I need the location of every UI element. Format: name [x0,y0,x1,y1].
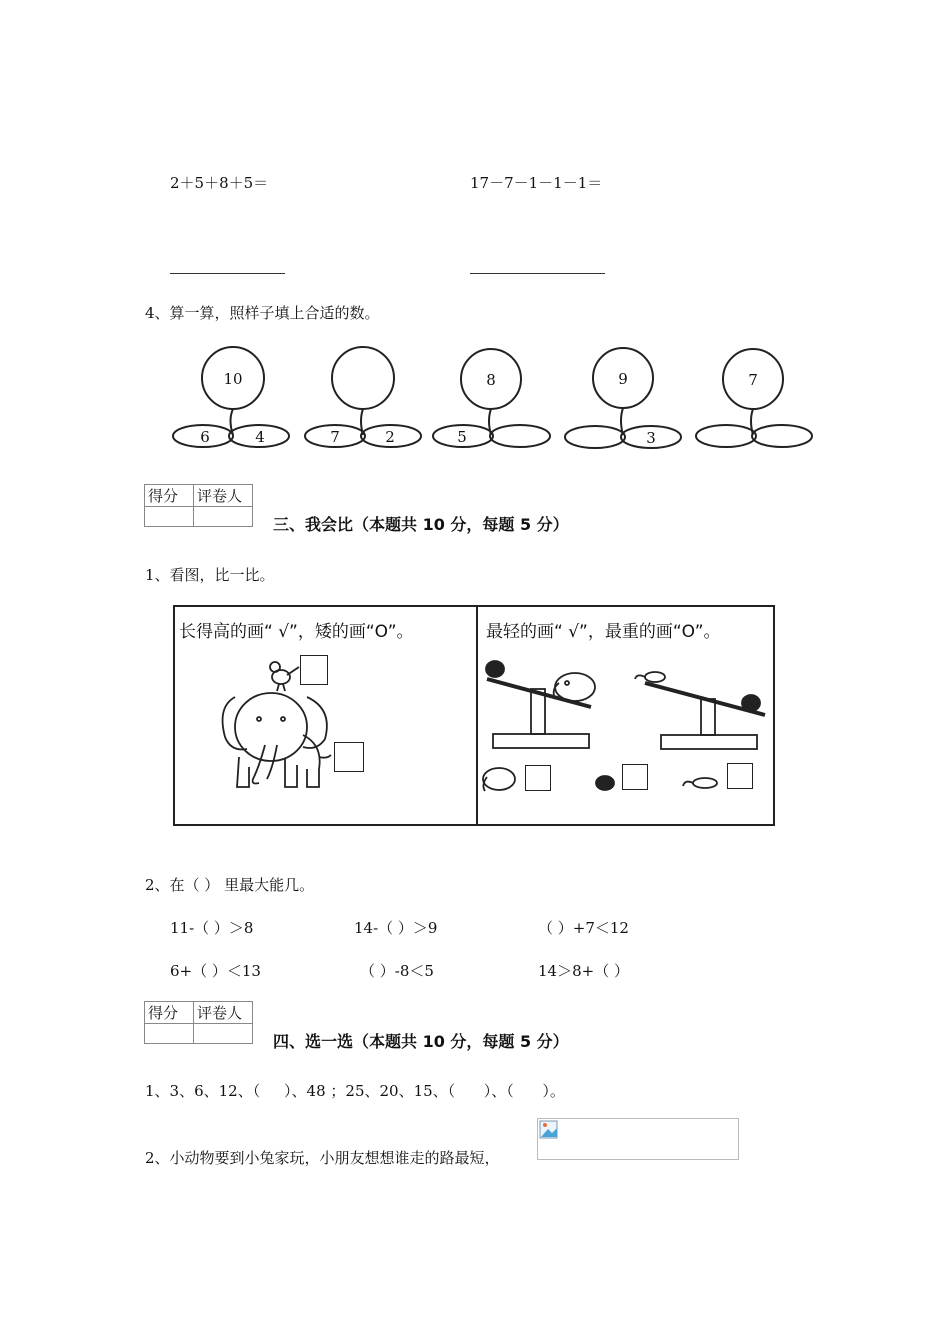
flower-2-right: 2 [385,428,395,446]
expression-1: 2＋5＋8＋5＝ [170,174,269,192]
flower-3-left: 5 [457,428,467,446]
flower-4-right: 3 [646,429,656,447]
inequality-1-2: 14-（ ）＞9 [354,919,438,937]
inequality-2-1: 6+（ ）＜13 [170,962,261,980]
score-cell[interactable] [145,507,194,527]
flower-1-top: 10 [223,370,243,388]
inequality-2-3: 14＞8+（ ） [538,962,629,980]
score-table-1 [144,484,253,527]
panel-divider [476,607,478,824]
panel-right-instruction: 最轻的画“ √”，最重的画“O”。 [486,622,721,642]
score-label: 得分 [145,1002,194,1024]
answer-box-cat-weight[interactable] [622,764,648,790]
answer-box-mouse-weight[interactable] [727,763,753,789]
panel-left-instruction: 长得高的画“ √”，矮的画“O”。 [179,622,414,642]
grader-label: 评卷人 [194,485,253,507]
answer-line-2[interactable] [470,273,605,274]
flower-4-top: 9 [618,370,628,388]
flower-3-top: 8 [486,371,496,389]
expression-2: 17－7－1－1－1＝ [470,174,603,192]
number-flowers-figure [170,345,830,465]
section-4-q2: 2、小动物要到小兔家玩，小朋友想想谁走的路最短， [145,1149,500,1167]
seesaw-illustration [479,649,773,824]
grader-cell[interactable] [194,1024,253,1044]
flower-2-left: 7 [330,428,340,446]
section-3-q1: 1、看图，比一比。 [145,566,275,584]
flower-1-left: 6 [200,428,210,446]
compare-panel [173,605,775,826]
broken-image-icon [539,1120,559,1140]
flower-1 [173,347,289,447]
answer-box-elephant[interactable] [334,742,364,772]
flower-1-right: 4 [255,428,265,446]
answer-box-bird[interactable] [300,655,328,685]
flower-2 [305,347,421,447]
section-3-q2: 2、在（ ） 里最大能几。 [145,876,315,894]
broken-image-placeholder [537,1118,739,1160]
score-label: 得分 [145,485,194,507]
answer-box-elephant-weight[interactable] [525,765,551,791]
question-4-prompt: 4、算一算，照样子填上合适的数。 [145,304,380,322]
section-3-title: 三、我会比（本题共 10 分，每题 5 分） [273,515,569,534]
inequality-1-1: 11-（ ）＞8 [170,919,254,937]
flower-5 [696,349,812,447]
flower-4 [565,348,681,448]
flower-3 [433,349,550,447]
score-table-2 [144,1001,253,1044]
grader-label: 评卷人 [194,1002,253,1024]
inequality-1-3: （ ）+7＜12 [538,919,629,937]
flower-5-top: 7 [748,371,758,389]
section-4-q1: 1、3、6、12、（ ）、48 ；25、20、15、（ ）、（ ）。 [145,1082,565,1100]
grader-cell[interactable] [194,507,253,527]
answer-line-1[interactable] [170,273,285,274]
score-cell[interactable] [145,1024,194,1044]
section-4-title: 四、选一选（本题共 10 分，每题 5 分） [273,1032,569,1051]
inequality-2-2: （ ）-8＜5 [360,962,434,980]
